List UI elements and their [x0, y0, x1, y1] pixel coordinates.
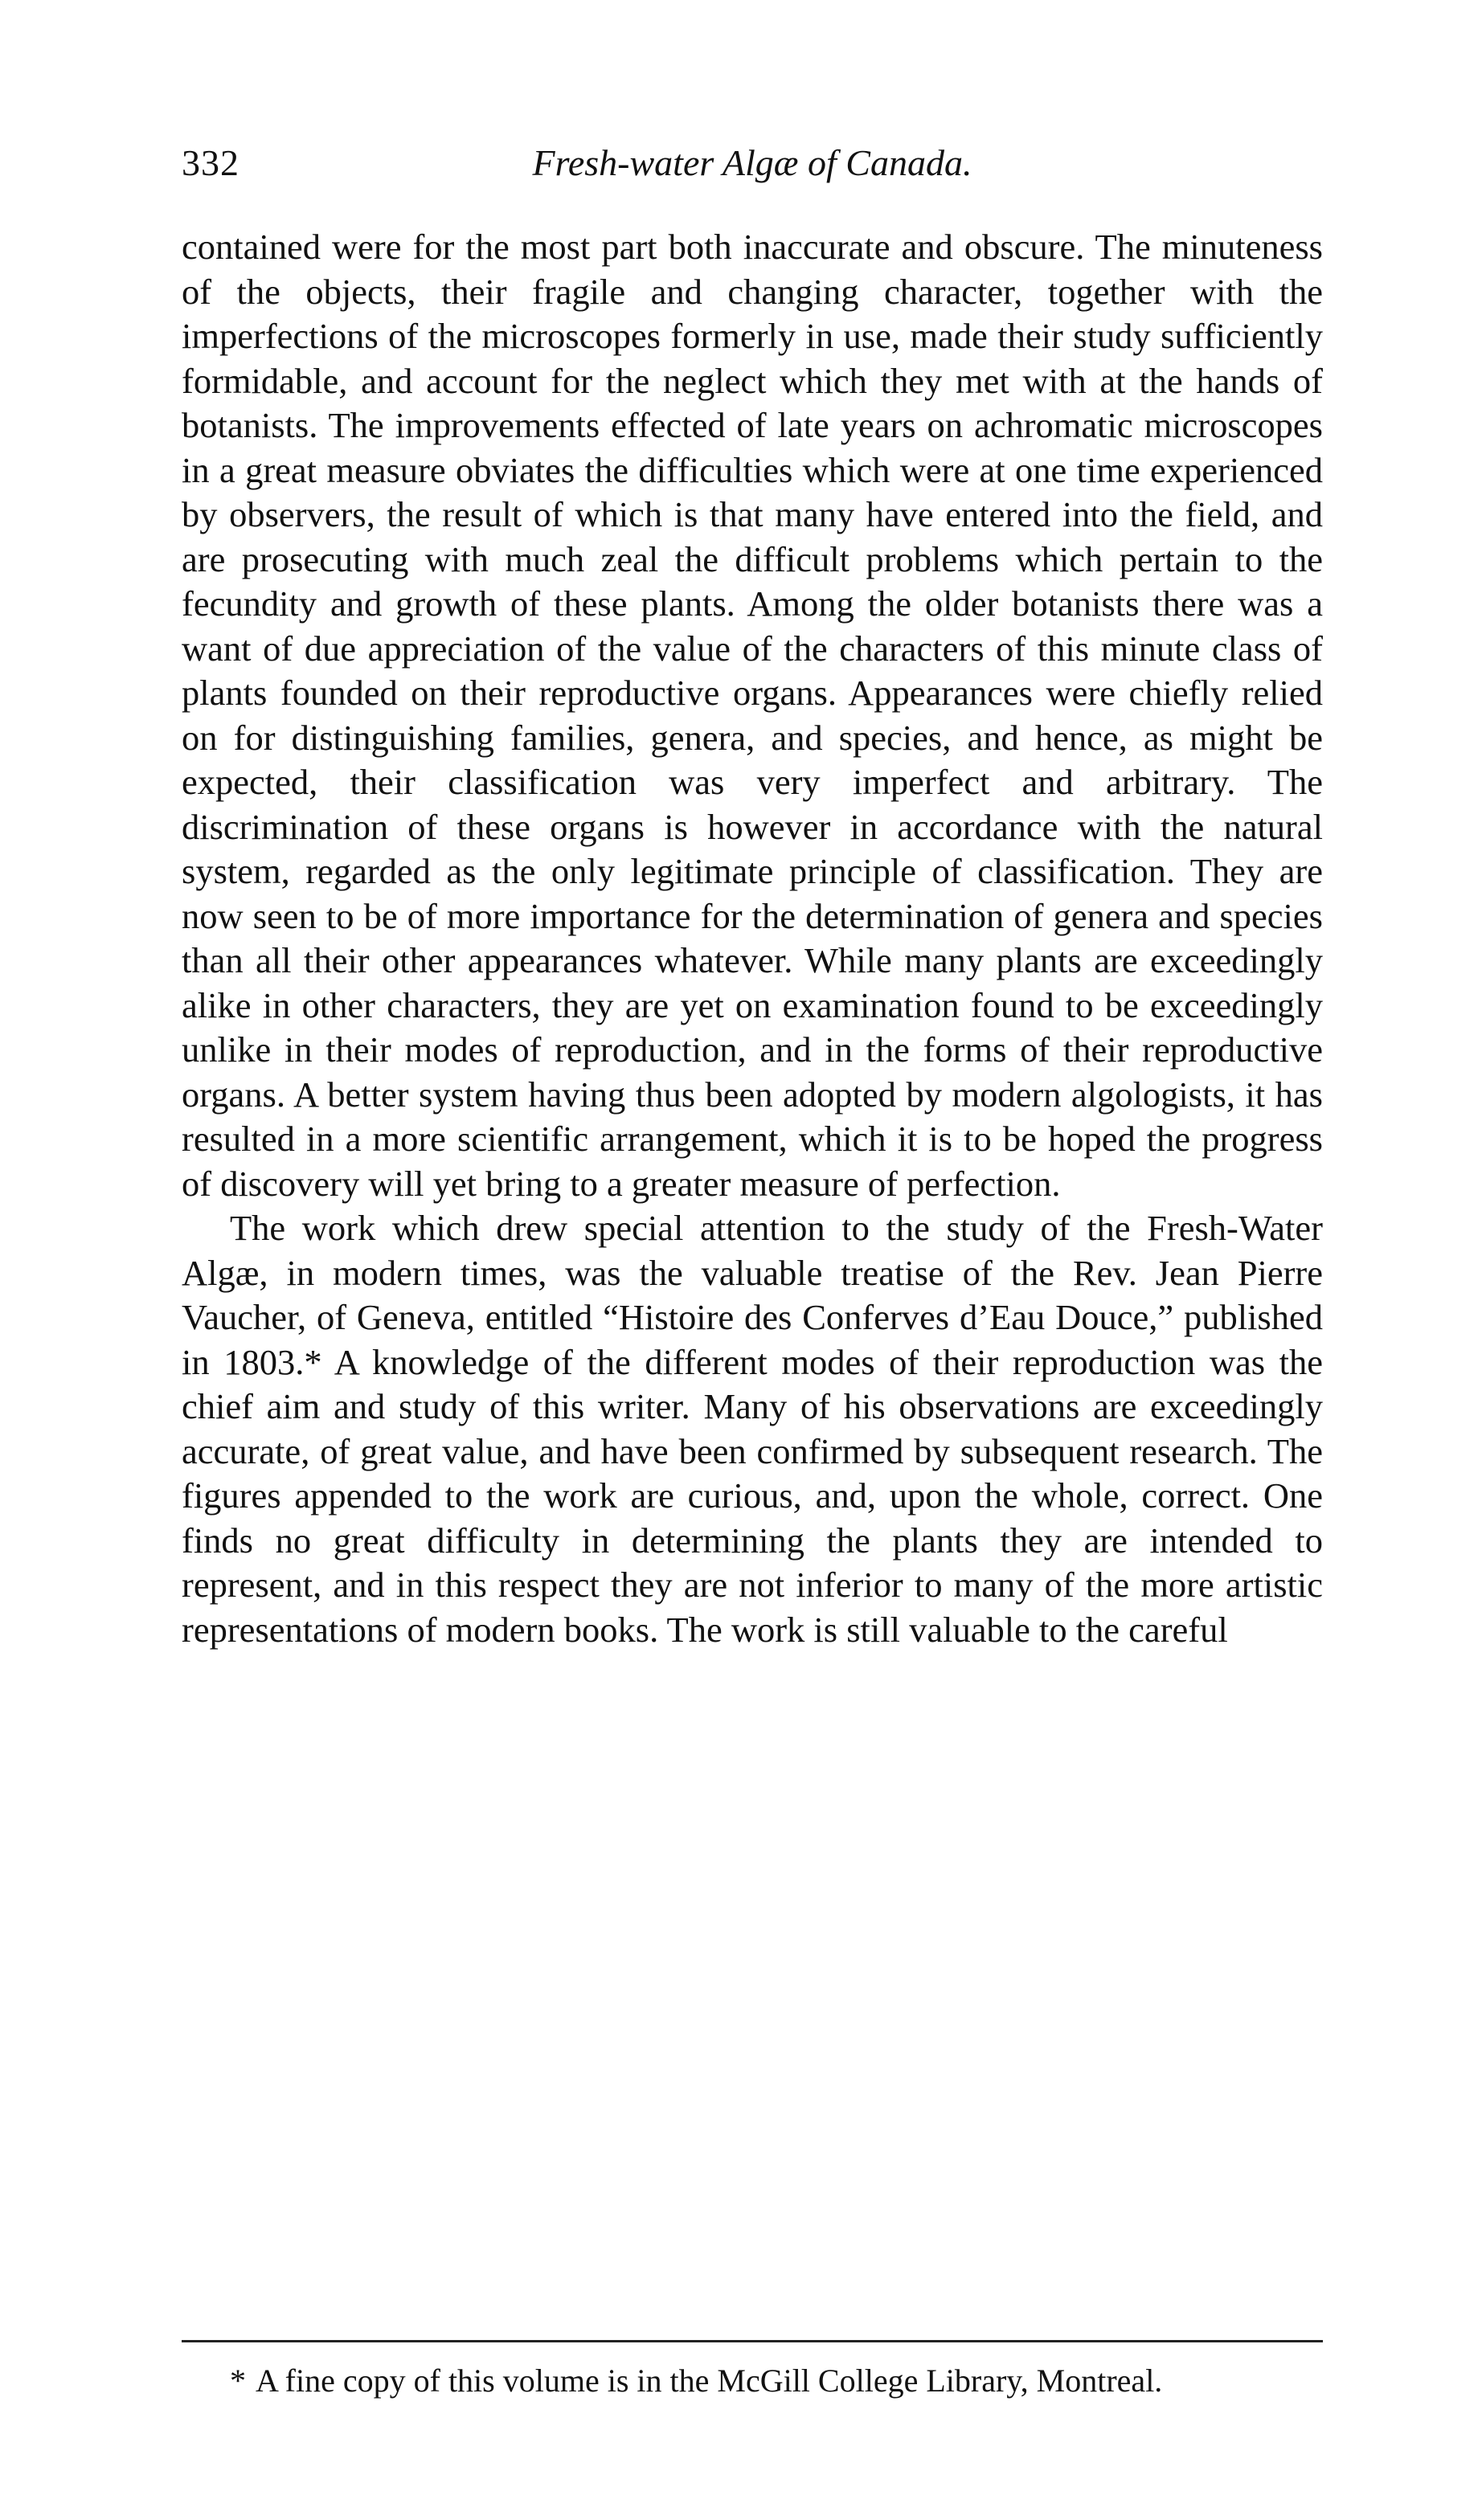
body-text	[182, 225, 1323, 1652]
footnote-mark: *	[230, 2362, 246, 2399]
page-number: 332	[182, 142, 239, 183]
paragraph-vaucher: The work which drew special attention to the study of the Fresh-Water Algæ, in modern times, was the valuable treatise of the Rev. Jean Pierre Vaucher, of Geneva, entitled “Histoire des Conferves d’Eau Douce,” published in 1803.* A knowledge of the different modes of their reproduction was the chief aim and study of this writer. Many of his observations are exceedingly accurate, of great value, and have been confirmed by subsequent research. The figures appended to the work are curious, and, upon the whole, correct. One finds no great difficulty in determining the plants they are intended to represent, and in this respect they are not inferior to many of the more artistic representations of modern books. The work is still valuable to the careful	[182, 1208, 1323, 1650]
footnote-text: A fine copy of this volume is in the McGill College Library, Montreal.	[256, 2362, 1163, 2399]
running-title: Fresh-water Algæ of Canada.	[532, 142, 972, 183]
paragraph-continued: contained were for the most part both inaccurate and obscure. The minuteness of the objects, their fragile and changing character, together with the imperfections of the microscopes formerly in use, made their study sufficiently formidable, and account for the neglect which they met with at the hands of botanists. The improvements effected of late years on achromatic microscopes in a great measure obviates the difficulties which were at one time experienced by observers, the result of which is that many have entered into the field, and are prosecuting with much zeal the difficult problems which pertain to the fecundity and growth of these plants. Among the older botanists there was a want of due appreciation of the value of the characters of this minute class of plants founded on their reproductive organs. Appearances were chiefly relied on for distinguishing families, genera, and species, and hence, as might be expected, their classification was very imperfect and arbitrary. The discrimination of these organs is however in accordance with the natural system, regarded as the only legitimate principle of classification. They are now seen to be of more importance for the determination of genera and species than all their other appearances whatever. While many plants are exceedingly alike in other characters, they are yet on examination found to be exceedingly unlike in their modes of reproduction, and in the forms of their reproductive organs. A better system having thus been adopted by modern algologists, it has resulted in a more scientific arrangement, which it is to be hoped the progress of discovery will yet bring to a greater measure of perfection.	[182, 227, 1323, 1204]
footnote-divider	[182, 2340, 1323, 2342]
page-header	[182, 141, 1323, 198]
footnote	[182, 2361, 1323, 2401]
